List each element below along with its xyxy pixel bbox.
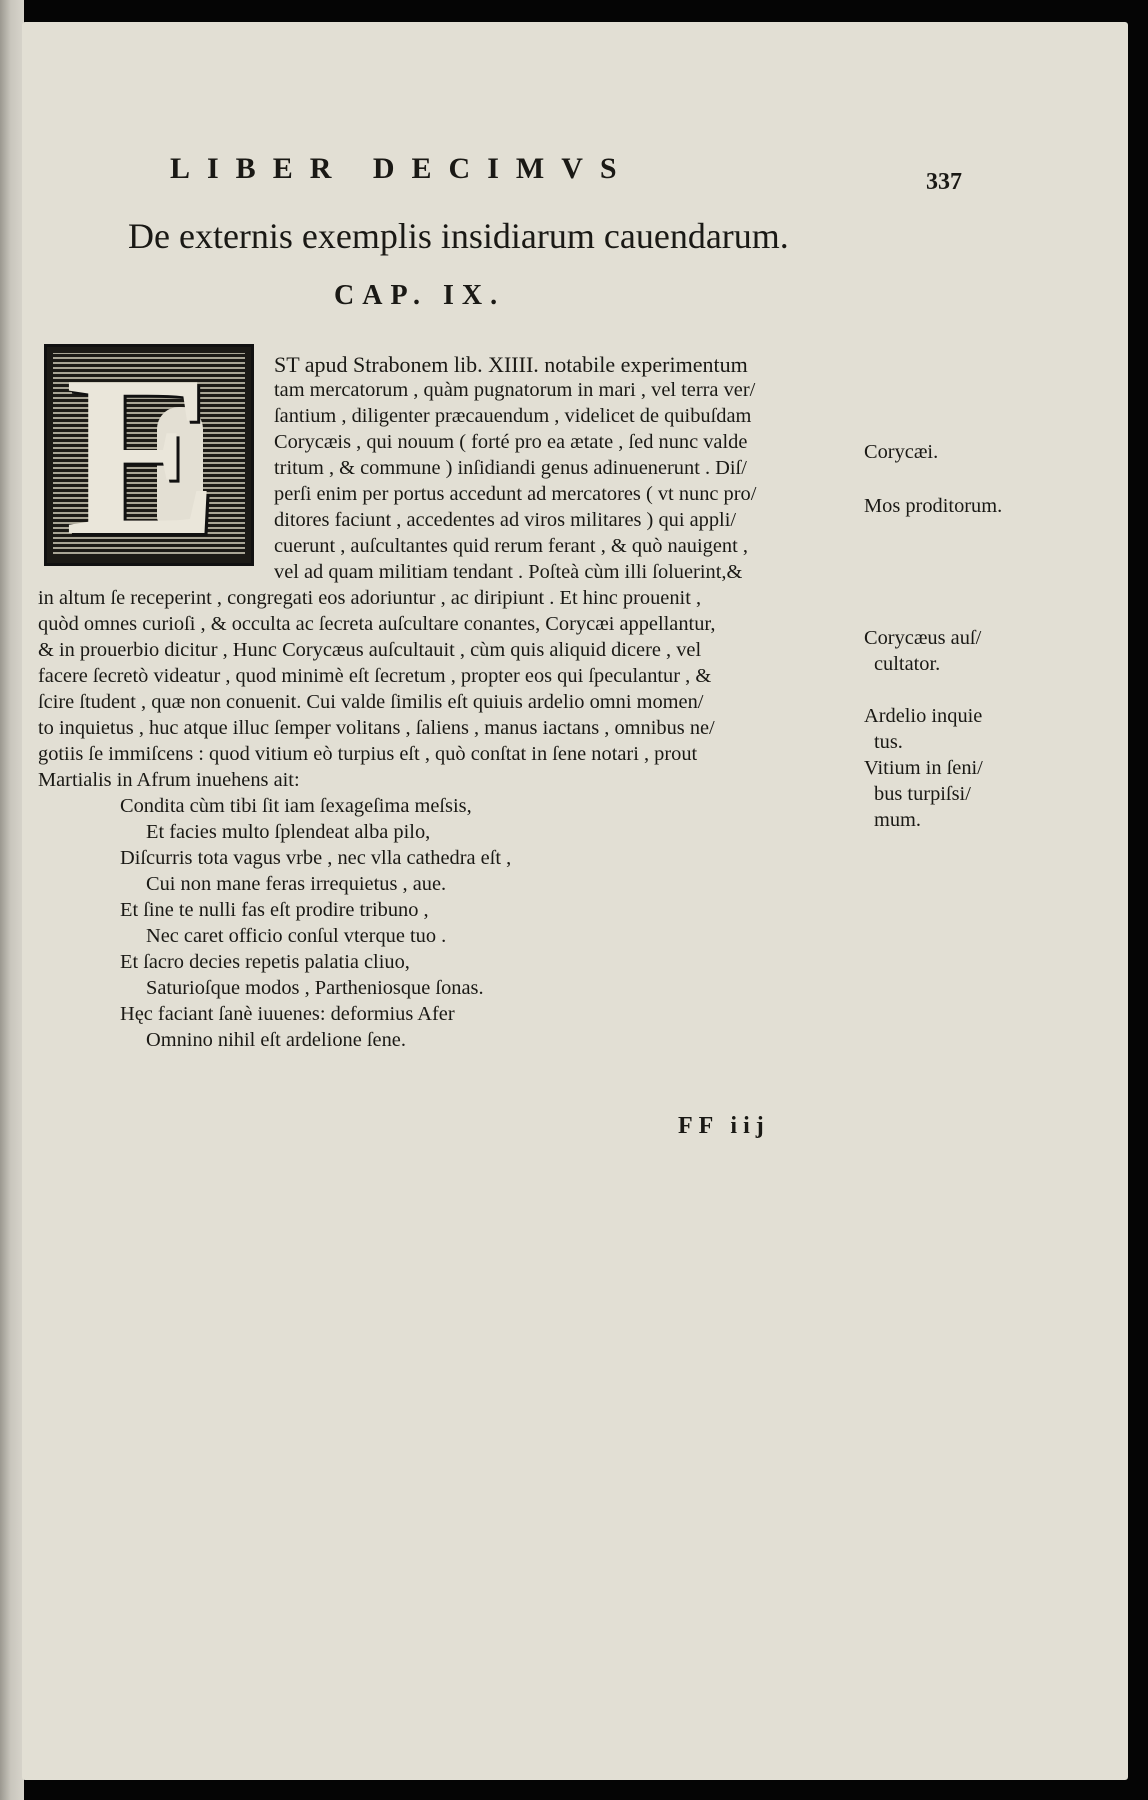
book-gutter-edge (0, 0, 24, 1800)
verse-line: Nec caret officio conſul vterque tuo . (146, 925, 447, 947)
verse-line: Et ſine te nulli fas eſt prodire tribuno , (120, 899, 429, 921)
chapter-number: CAP. IX. (334, 280, 506, 311)
body-line: Corycæis , qui nouum ( forté pro ea ætate , ſed nunc valde (274, 431, 748, 453)
verse-line: Cui non mane feras irrequietus , aue. (146, 873, 447, 895)
body-line: perſi enim per portus accedunt ad mercatores ( vt nunc pro/ (274, 483, 757, 505)
margin-note: cultator. (874, 653, 941, 675)
margin-note: Corycæus auſ/ (864, 627, 982, 649)
margin-note: Mos proditorum. (864, 495, 1003, 517)
running-head: LIBER DECIMVS (170, 152, 634, 185)
body-line: & in prouerbio dicitur , Hunc Corycæus auſcultauit , cùm quis aliquid dicere , vel (38, 639, 702, 661)
body-line: ſantium , diligenter præcauendum , videlicet de quibuſdam (274, 405, 752, 427)
body-line: in altum ſe receperint , congregati eos adoriuntur , ac diripiunt . Et hinc prouenit , (38, 587, 702, 609)
body-line: ST apud Strabonem lib. XIIII. notabile experimentum (274, 352, 748, 377)
body-line: cuerunt , auſcultantes quid rerum ferant , & quò nauigent , (274, 535, 748, 557)
verse-line: Condita cùm tibi ſit iam ſexageſima meſsis, (120, 795, 472, 817)
chapter-title: De externis exemplis insidiarum cauendarum. (128, 216, 789, 256)
verse-line: Et ſacro decies repetis palatia cliuo, (120, 951, 410, 973)
verse-line: Hęc faciant ſanè iuuenes: deformius Afer (120, 1003, 455, 1025)
body-line: Martialis in Afrum inuehens ait: (38, 769, 300, 791)
body-line: gotiis ſe immiſcens : quod vitium eò turpius eſt , quò conſtat in ſene notari , prout (38, 743, 698, 765)
body-line: ditores faciunt , accedentes ad viros militares ) qui appli/ (274, 509, 737, 531)
body-line: vel ad quam militiam tendant . Poſteà cùm illi ſoluerint,& (274, 561, 743, 583)
verse-line: Saturioſque modos , Partheniosque ſonas. (146, 977, 484, 999)
margin-note: tus. (874, 731, 903, 753)
drop-cap-letter: E (65, 344, 219, 566)
woodcut-initial-illustration (44, 344, 254, 566)
margin-note: Corycæi. (864, 441, 939, 463)
body-line: quòd omnes curioſi , & occulta ac ſecreta auſcultare conantes, Corycæi appellantur, (38, 613, 716, 635)
book-page (22, 22, 1128, 1780)
signature-catchword: FF iij (678, 1113, 770, 1139)
margin-note: bus turpiſsi/ (874, 783, 971, 805)
page-number: 337 (926, 169, 962, 195)
body-line: ſcire ſtudent , quæ non conuenit. Cui valde ſimilis eſt quiuis ardelio omni momen/ (38, 691, 704, 713)
verse-line: Diſcurris tota vagus vrbe , nec vlla cathedra eſt , (120, 847, 512, 869)
verse-line: Et facies multo ſplendeat alba pilo, (146, 821, 431, 843)
body-line: to inquietus , huc atque illuc ſemper volitans , ſaliens , manus iactans , omnibus ne/ (38, 717, 715, 739)
body-line: tritum , & commune ) inſidiandi genus adinuenerunt . Diſ/ (274, 457, 747, 479)
margin-note: Ardelio inquie (864, 705, 983, 727)
body-line: tam mercatorum , quàm pugnatorum in mari , vel terra ver/ (274, 379, 756, 401)
body-line: facere ſecretò videatur , quod minimè eſt ſecretum , propter eos qui ſpeculantur , & (38, 665, 712, 687)
margin-note: mum. (874, 809, 922, 831)
margin-note: Vitium in ſeni/ (864, 757, 983, 779)
verse-line: Omnino nihil eſt ardelione ſene. (146, 1029, 406, 1051)
